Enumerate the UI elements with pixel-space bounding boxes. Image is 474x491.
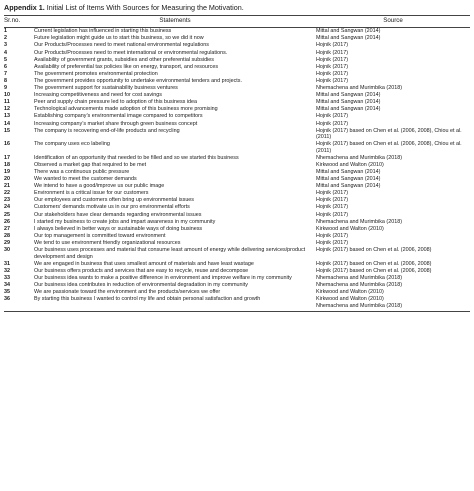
table-row [4, 169, 470, 176]
header-row [4, 16, 470, 28]
row-source: Hojnik (2017) based on Chen et al. (2006, 2008) [316, 260, 432, 267]
row-number: 34 [4, 281, 10, 288]
table-row [4, 225, 470, 232]
row-number: 17 [4, 154, 10, 161]
row-number: 19 [4, 168, 10, 175]
table-row [4, 190, 470, 197]
row-statement: Increasing company’s market share through green business concept [34, 120, 198, 127]
table-row [4, 63, 470, 70]
row-statement: We are engaged in business that uses smallest amount of materials and have least wastage [34, 260, 254, 267]
row-source: Hojnik (2017) [316, 113, 349, 120]
row-source: Nhemachena and Murimbika (2018) [316, 274, 402, 281]
row-number: 22 [4, 190, 10, 197]
table-row [4, 282, 470, 289]
row-statement: Our business offers products and services that are easy to recycle, reuse and decompose [34, 267, 249, 274]
row-statement: We are passionate toward the environment and the products/services we offer [34, 288, 221, 295]
row-statement: Current legislation has influenced in starting this business [34, 28, 172, 35]
table-row [4, 56, 470, 63]
row-statement: Observed a market gap that required to be met [34, 161, 147, 168]
table-row [4, 92, 470, 99]
table-row [4, 113, 470, 120]
row-number: 6 [4, 63, 7, 70]
caption-title: Initial List of Items With Sources for Measuring the Motivation. [46, 3, 244, 12]
row-number: 27 [4, 225, 10, 232]
row-number: 2 [4, 35, 7, 42]
row-source: Nhemachena and Murimbika (2018) [316, 85, 402, 92]
table-row [4, 141, 470, 155]
header-source: Source [383, 17, 403, 24]
row-statement: The company is recovering end-of-life products and recycling [34, 127, 180, 134]
row-source: Hojnik (2017) [316, 120, 349, 127]
row-source: Kirkwood and Walton (2010) [316, 296, 384, 303]
row-number: 28 [4, 232, 10, 239]
row-source: Hojnik (2017) [316, 70, 349, 77]
row-number: 36 [4, 296, 10, 303]
row-number: 31 [4, 260, 10, 267]
row-number: 4 [4, 49, 7, 56]
row-statement: Our top management is committed toward environment [34, 232, 166, 239]
row-number: 32 [4, 267, 10, 274]
row-source: Kirkwood and Walton (2010) [316, 288, 384, 295]
table-row [4, 49, 470, 56]
caption-label: Appendix 1. [4, 3, 45, 12]
row-statement: Increasing competitiveness and need for cost savings [34, 92, 162, 99]
row-statement: Identification of an opportunity that needed to be filled and so we started this business [34, 154, 239, 161]
table-row [4, 120, 470, 127]
row-source: Nhemachena and Murimbika (2018) [316, 281, 402, 288]
table-row [4, 260, 470, 267]
row-source: Hojnik (2017) [316, 211, 349, 218]
row-statement: Our Products/Processes need to meet national environmental regulations [34, 42, 209, 49]
row-source: Hojnik (2017) based on Chen et al. (2006, 2008) [316, 267, 432, 274]
row-source: Kirkwood and Walton (2010) [316, 161, 384, 168]
row-statement: We tend to use environment friendly organizational resources [34, 239, 181, 246]
row-source: Nhemachena and Murimbika (2018) [316, 154, 402, 161]
table-row [4, 211, 470, 218]
table-row [4, 289, 470, 296]
row-number: 26 [4, 218, 10, 225]
table-row [4, 197, 470, 204]
table-row [4, 85, 470, 92]
row-number: 24 [4, 204, 10, 211]
row-number: 10 [4, 92, 10, 99]
table-row [4, 183, 470, 190]
row-source: Mittal and Sangwan (2014) [316, 92, 381, 99]
table-row [4, 204, 470, 211]
table-row [4, 106, 470, 113]
row-source: Mittal and Sangwan (2014) [316, 35, 381, 42]
row-source: Hojnik (2017) based on Chen et al. (2006, 2008), Chiou et al. (2011) [316, 141, 462, 154]
table-row [4, 162, 470, 169]
row-source: Kirkwood and Walton (2010) [316, 225, 384, 232]
table-row [4, 275, 470, 282]
row-statement: Our business idea wants to make a positive difference in environment and improve welfare in my community [34, 274, 292, 281]
row-number: 20 [4, 176, 10, 183]
row-statement: Availability of government grants, subsidies and other preferential subsidies [34, 56, 214, 63]
row-statement: Customers’ demands motivate us in our pro environmental efforts [34, 204, 190, 211]
table-row [4, 127, 470, 141]
row-source: Hojnik (2017) [316, 197, 349, 204]
row-source: Hojnik (2017) [316, 42, 349, 49]
row-number: 16 [4, 141, 10, 148]
row-number: 18 [4, 161, 10, 168]
row-source: Mittal and Sangwan (2014) [316, 168, 381, 175]
row-source: Hojnik (2017) [316, 232, 349, 239]
row-number: 33 [4, 274, 10, 281]
row-number: 13 [4, 113, 10, 120]
row-statement: Our employees and customers often bring up environmental issues [34, 197, 195, 204]
row-source: Hojnik (2017) [316, 63, 349, 70]
row-number: 14 [4, 120, 10, 127]
table-row [4, 28, 470, 36]
row-number: 5 [4, 56, 7, 63]
row-source: Hojnik (2017) [316, 77, 349, 84]
header-statements: Statements [159, 17, 191, 24]
table-row [4, 78, 470, 85]
row-number: 1 [4, 28, 7, 35]
row-statement: We intend to have a good/improve us our public image [34, 183, 165, 190]
items-table [4, 16, 470, 310]
row-statement [34, 303, 316, 310]
row-statement: I started my business to create jobs and impart awareness in my community [34, 218, 216, 225]
row-number: 30 [4, 247, 10, 254]
row-number: 11 [4, 99, 10, 106]
row-number: 21 [4, 183, 10, 190]
row-source: Mittal and Sangwan (2014) [316, 106, 381, 113]
row-number: 15 [4, 127, 10, 134]
row-source: Mittal and Sangwan (2014) [316, 176, 381, 183]
table-row [4, 247, 470, 261]
table-row [4, 267, 470, 274]
row-number: 7 [4, 70, 7, 77]
table-row [4, 155, 470, 162]
row-source: Hojnik (2017) [316, 49, 349, 56]
row-source: Hojnik (2017) [316, 190, 349, 197]
row-number: 12 [4, 106, 10, 113]
table-row [4, 35, 470, 42]
row-source: Mittal and Sangwan (2014) [316, 28, 381, 35]
row-statement: Technological advancements made adoption of this business more promising [34, 106, 218, 113]
row-statement: By starting this business I wanted to control my life and obtain personal satisfaction and growth [34, 296, 261, 303]
row-statement: I always believed in better ways or sustainable ways of doing business [34, 225, 203, 232]
row-source: Hojnik (2017) [316, 204, 349, 211]
row-number: 25 [4, 211, 10, 218]
row-source: Hojnik (2017) based on Chen et al. (2006, 2008) [316, 247, 432, 254]
bottom-rule [4, 311, 470, 312]
table-row [4, 71, 470, 78]
row-statement: Future legislation might guide us to start this business, so we did it now [34, 35, 204, 42]
row-statement: The government provides opportunity to undertake environmental tenders and projects. [34, 77, 242, 84]
row-statement: Our Products/Processes need to meet international or environmental regulations. [34, 49, 228, 56]
row-number [4, 303, 34, 310]
table-row [4, 233, 470, 240]
row-source: Mittal and Sangwan (2014) [316, 99, 381, 106]
row-number: 23 [4, 197, 10, 204]
row-statement: Our business idea contributes in reduction of environmental degradation in my community [34, 281, 248, 288]
row-statement: Environment is a critical issue for our customers [34, 190, 149, 197]
table-row [4, 99, 470, 106]
row-statement: Our business uses processes and material that consume least amount of energy while delivering services/product development and design [34, 247, 306, 260]
row-statement: There was a continuous public pressure [34, 168, 130, 175]
row-source: Hojnik (2017) [316, 239, 349, 246]
row-number: 35 [4, 288, 10, 295]
row-source: Hojnik (2017) based on Chen et al. (2006, 2008), Chiou et al. (2011) [316, 127, 462, 141]
row-source: Hojnik (2017) [316, 56, 349, 63]
row-statement: The government promotes environmental protection [34, 70, 158, 77]
row-source: Nhemachena and Murimbika (2018) [316, 303, 402, 310]
row-statement: Availability of preferential tax policies like on energy, transport, and resources [34, 63, 219, 70]
table-row [4, 296, 470, 303]
table-caption [4, 0, 470, 15]
table-row [4, 42, 470, 49]
row-number: 29 [4, 239, 10, 246]
table-body [4, 28, 470, 310]
row-source: Mittal and Sangwan (2014) [316, 183, 381, 190]
table-row [4, 218, 470, 225]
table-row [4, 240, 470, 247]
row-statement: We wanted to meet the customer demands [34, 176, 137, 183]
table-row [4, 303, 470, 310]
row-statement: Establishing company’s environmental image compared to competitors [34, 113, 203, 120]
row-statement: Peer and supply chain pressure led to adoption of this business idea [34, 99, 198, 106]
row-source: Nhemachena and Murimbika (2018) [316, 218, 402, 225]
header-sr-no: Sr.no. [4, 17, 21, 24]
row-number: 9 [4, 85, 7, 92]
row-statement: The government support for sustainability business ventures [34, 85, 178, 92]
row-number: 3 [4, 42, 7, 49]
row-statement: Our stakeholders have clear demands regarding environmental issues [34, 211, 202, 218]
table-row [4, 176, 470, 183]
row-statement: The company uses eco labeling [34, 141, 110, 148]
row-number: 8 [4, 77, 7, 84]
